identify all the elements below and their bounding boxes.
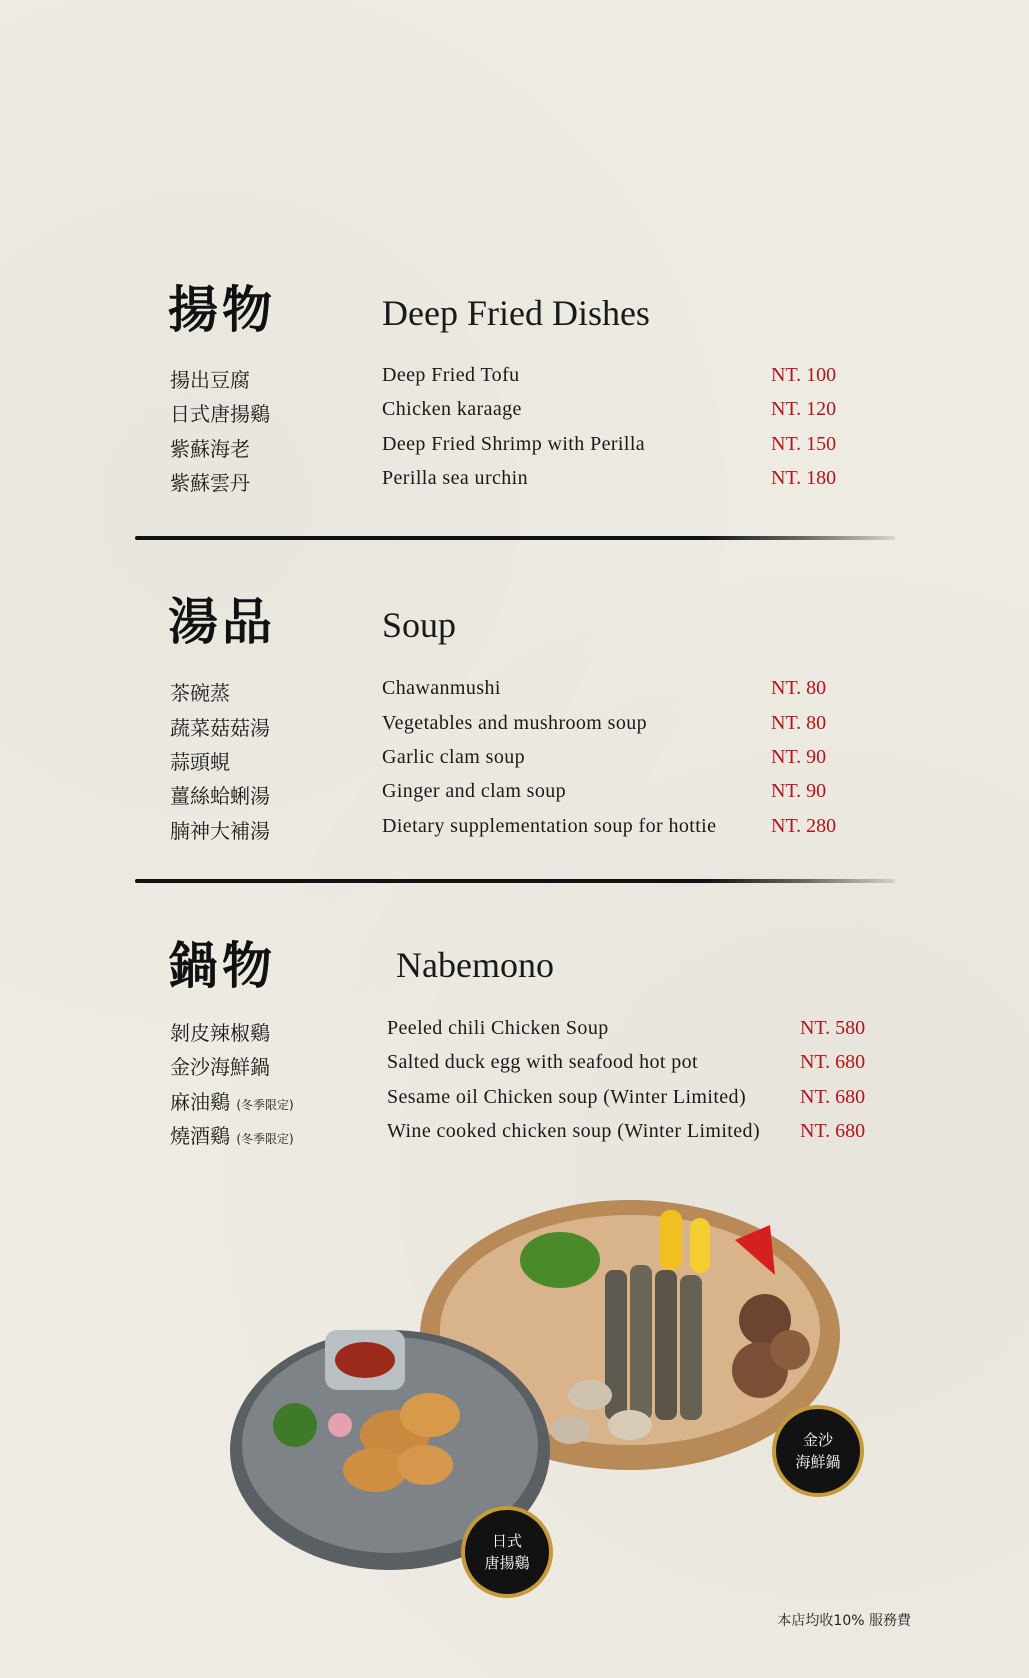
item-price: NT. 680 <box>800 1120 866 1142</box>
item-price: NT. 280 <box>771 815 837 837</box>
item-name-en: Sesame oil Chicken soup (Winter Limited) <box>387 1086 747 1108</box>
item-name-cn: 紫蘇海老 <box>170 437 250 461</box>
badge-line: 金沙 <box>802 1431 833 1449</box>
section-title-cn: 揚物 <box>168 280 276 339</box>
item-name-cn: 茶碗蒸 <box>170 681 230 705</box>
item-price: NT. 80 <box>771 677 827 699</box>
section-title-en: Nabemono <box>396 945 554 985</box>
item-name-en: Perilla sea urchin <box>382 467 529 489</box>
section-divider <box>135 536 895 540</box>
section-title-cn: 湯品 <box>168 592 276 651</box>
menu-item <box>0 1013 1029 1047</box>
item-name-en: Ginger and clam soup <box>382 780 567 802</box>
section-title-en: Soup <box>382 605 457 645</box>
item-name-en: Salted duck egg with seafood hot pot <box>387 1051 699 1073</box>
menu-item <box>0 1047 1029 1081</box>
item-price: NT. 150 <box>771 433 837 455</box>
item-name-en: Garlic clam soup <box>382 746 526 768</box>
badge-line: 唐揚鷄 <box>484 1554 530 1572</box>
menu-item <box>0 360 1029 394</box>
service-charge-note: 本店均收10% 服務費 <box>777 1613 911 1629</box>
item-name-cn: 蔬菜菇菇湯 <box>170 716 270 740</box>
item-note: (冬季限定) <box>236 1132 294 1146</box>
karaage-label-badge <box>465 1510 549 1594</box>
item-name-en: Chicken karaage <box>382 398 522 420</box>
menu-item <box>0 429 1029 463</box>
menu-item <box>0 811 1029 845</box>
item-note: (冬季限定) <box>236 1098 294 1112</box>
item-name-cn: 薑絲蛤蜊湯 <box>170 784 270 808</box>
item-name-en: Dietary supplementation soup for hottie <box>382 815 717 837</box>
item-name-en: Peeled chili Chicken Soup <box>387 1017 609 1039</box>
item-name-en: Vegetables and mushroom soup <box>382 712 648 734</box>
item-name-cn: 金沙海鮮鍋 <box>170 1055 270 1079</box>
hot-pot-label-badge <box>776 1409 860 1493</box>
item-name-en: Chawanmushi <box>382 677 501 699</box>
item-name-cn: 紫蘇雲丹 <box>170 471 250 495</box>
item-name-cn: 腩神大補湯 <box>170 819 270 843</box>
menu-item <box>0 394 1029 428</box>
item-name-en: Deep Fried Tofu <box>382 364 520 386</box>
section-divider <box>135 879 895 883</box>
menu-item <box>0 673 1029 707</box>
food-photos <box>230 1200 880 1580</box>
menu-item <box>0 708 1029 742</box>
menu-item <box>0 463 1029 497</box>
item-name-cn: 燒酒鷄 <box>170 1124 230 1148</box>
item-price: NT. 90 <box>771 746 827 768</box>
menu-item <box>0 1116 1029 1150</box>
item-name-en: Wine cooked chicken soup (Winter Limited) <box>387 1120 761 1142</box>
item-name-cn: 日式唐揚鷄 <box>170 402 270 426</box>
item-price: NT. 680 <box>800 1051 866 1073</box>
item-name-cn: 揚出豆腐 <box>170 368 250 392</box>
item-name-cn: 蒜頭蜆 <box>170 750 230 774</box>
item-price: NT. 90 <box>771 780 827 802</box>
item-name-cn: 剝皮辣椒鷄 <box>170 1021 270 1045</box>
menu-item <box>0 776 1029 810</box>
item-price: NT. 580 <box>800 1017 866 1039</box>
item-price: NT. 120 <box>771 398 837 420</box>
badge-line: 海鮮鍋 <box>795 1453 841 1471</box>
badge-line: 日式 <box>491 1532 522 1550</box>
item-name-en: Deep Fried Shrimp with Perilla <box>382 433 646 455</box>
item-price: NT. 680 <box>800 1086 866 1108</box>
menu-item <box>0 1082 1029 1116</box>
item-price: NT. 80 <box>771 712 827 734</box>
item-price: NT. 100 <box>771 364 837 386</box>
item-price: NT. 180 <box>771 467 837 489</box>
section-title-cn: 鍋物 <box>168 936 276 995</box>
menu-item <box>0 742 1029 776</box>
item-name-cn: 麻油鷄 <box>170 1090 230 1114</box>
section-title-en: Deep Fried Dishes <box>382 293 650 333</box>
